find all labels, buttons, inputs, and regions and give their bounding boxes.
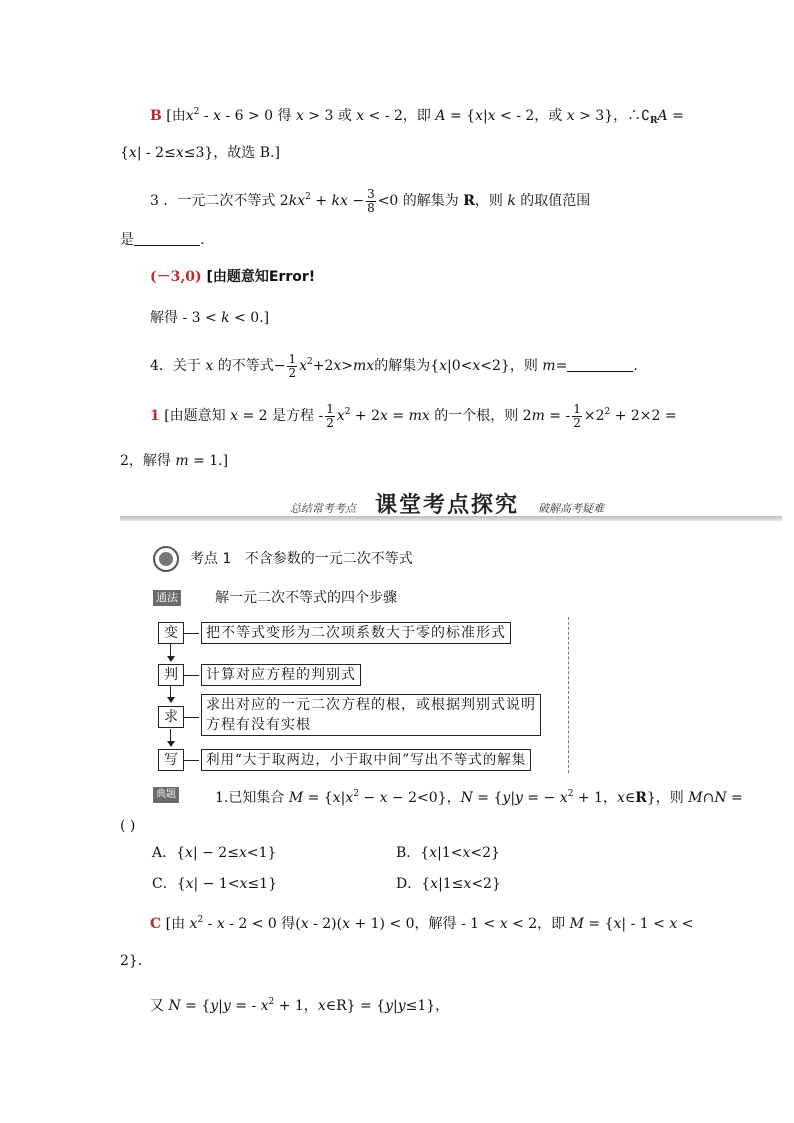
fraction: $\frac{1}{2}$ [288,351,297,380]
step-connector [183,717,199,718]
step-connector [183,675,199,676]
banner-title: 课堂考点探究 [375,493,520,518]
dianti-tag: 典题 [153,787,179,803]
step-key-qiu: 求 [158,706,184,728]
answer-3-line2: 解得 - 3 < k < 0.] [150,310,270,326]
down-arrow-icon [170,644,171,661]
step-box-qiu: 求出对应的一元二次方程的根，或根据判别式说明 方程有没有实根 [201,694,541,736]
step-key-pan: 判 [158,664,184,686]
flowchart-dashed-border [568,617,569,773]
answer-c-line1: C [由 $x^2 - x - 2 < 0$ 得(x - 2)(x + 1) < 0，解得 - 1 < x < 2，即 M = {x| - 1 < x < [150,915,694,932]
question-4-line1: 4．关于 x 的不等式− $\frac{1}{2}$ $x^2+2x>mx$的解集为{x|0<x<2}，则 m= . [150,351,638,380]
section-banner [120,488,782,522]
answer-4-line1: 1 [由题意知 x = 2 是方程 - $\frac{1}{2}$ $x^2 + 2x$ = mx 的一个根，则 2m = - $\frac{1}{2}$ $\times 2^2 + 2\times 2$ = [150,401,677,430]
dianti-question-line1: 1.已知集合 $M = \{x|x^2 - x - 2<0\}$，N = {y|y = − $x^2 + 1$，x∈R}，则 M∩N = [215,789,743,806]
answer-letter: B [150,108,162,124]
answer-4-line2: 2，解得 m = 1.] [120,453,229,469]
fraction: $\frac{1}{2}$ [326,401,334,430]
step-key-xie: 写 [158,749,184,771]
banner-left-text: 总结常考考点 [290,502,356,515]
option-b[interactable]: B．{x|1<x<2} [396,845,500,861]
banner-right-text: 破解高考疑难 [538,502,604,515]
answer-b-line2: {x| - 2≤x≤3}，故选 B.] [120,145,280,161]
down-arrow-icon [170,686,171,702]
down-arrow-icon [170,729,171,746]
step-key-bian: 变 [158,622,184,644]
tongfa-tag: 通法 [153,590,181,606]
fraction: $\frac{1}{2}$ [573,401,581,430]
kaodian-circle-icon [153,546,179,572]
answer-3-line1: (－3,0) [由题意知Error! [150,269,316,285]
fraction: $\frac{3}{8}$ [367,186,375,215]
answer-b-line1: B [由$x^2 - x - 6 > 0$ 得 x > 3 或 x < - 2，即 A = {x|x < - 2，或 x > 3}，$\therefore∁_RA$ = [150,107,684,126]
question-3-line1: 3 ．一元二次不等式 $2kx^2$ + kx − $\frac{3}{8}$ <0 的解集为 R，则 k 的取值范围 [150,186,591,215]
option-d[interactable]: D．{x|1≤x<2} [396,876,501,892]
answer-blank [567,357,633,372]
step-box-pan: 计算对应方程的判别式 [201,664,361,686]
question-3-line2: 是 . [120,232,205,248]
answer-c-line3: 又 N = {y|y = - $x^2 + 1$，x∈R} = {y|y≤1}， [150,997,450,1014]
answer-c-line2: 2}． [120,953,152,969]
answer-blank [134,231,200,246]
step-connector [183,633,199,634]
step-connector [183,760,199,761]
option-a[interactable]: A．{x| − 2≤x<1} [152,845,277,861]
steps-flowchart [155,617,571,775]
kaodian-heading: 考点 1 不含参数的一元二次不等式 [190,551,413,567]
step-box-xie: 利用“大于取两边，小于取中间”写出不等式的解集 [201,749,531,771]
dianti-paren: ( ) [120,818,136,834]
tongfa-title: 解一元二次不等式的四个步骤 [215,590,397,606]
step-box-bian: 把不等式变形为二次项系数大于零的标准形式 [201,622,511,644]
option-c[interactable]: C．{x| − 1<x≤1} [152,876,277,892]
